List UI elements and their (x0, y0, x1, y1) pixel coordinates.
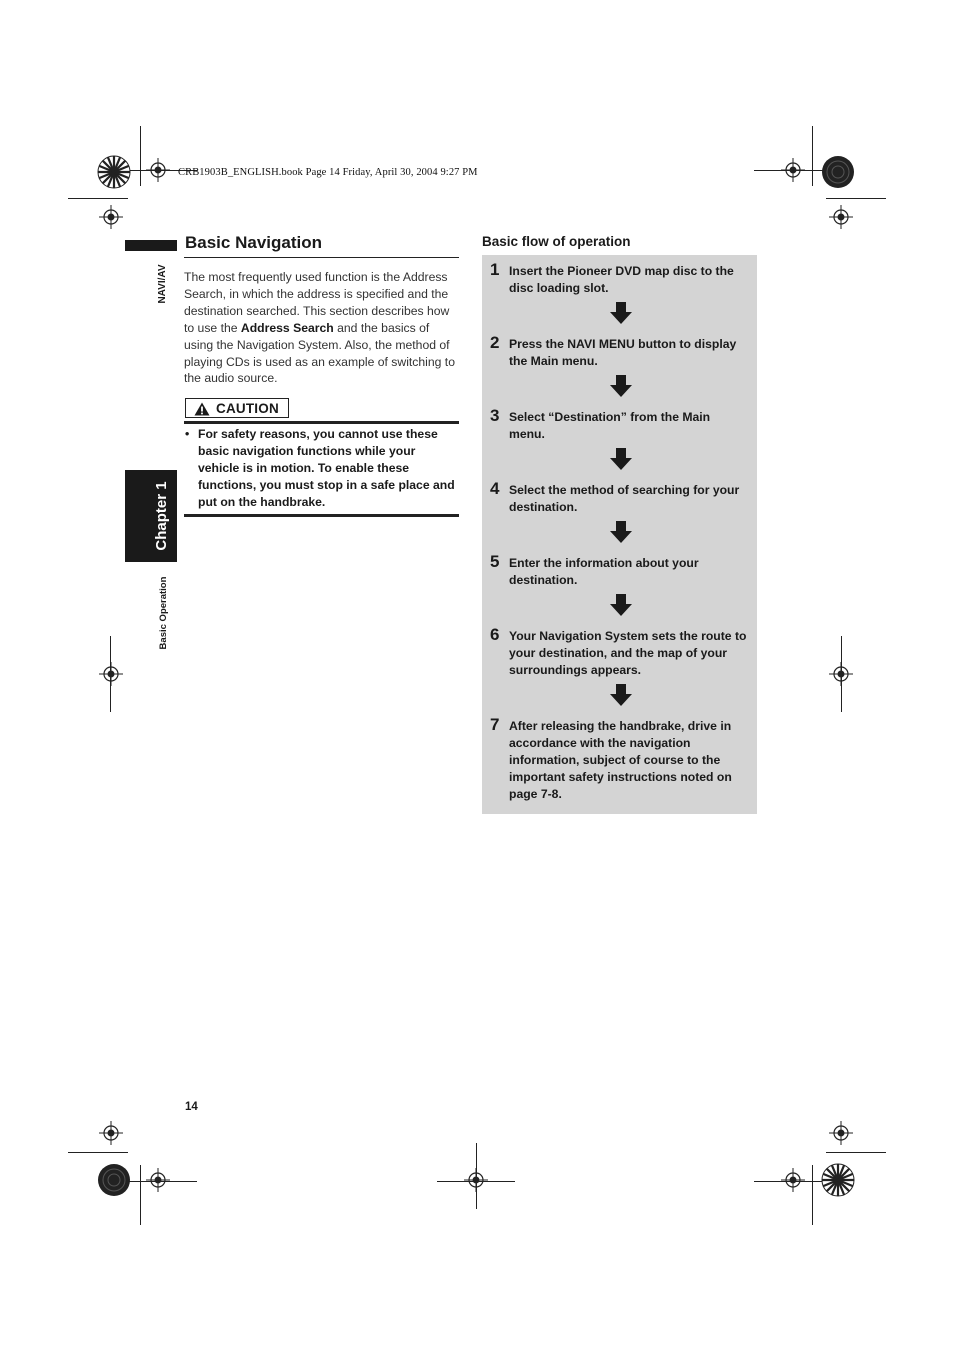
down-arrow-icon (610, 521, 632, 543)
crop-mark (140, 1165, 141, 1225)
registration-mark-icon (99, 1121, 123, 1145)
flow-title: Basic flow of operation (482, 234, 631, 249)
step-text: Press the NAVI MENU button to display the Main menu. (509, 337, 737, 368)
registration-mark-icon (829, 1121, 853, 1145)
crop-mark (826, 1152, 886, 1153)
step-text: Select “Destination” from the Main menu. (509, 410, 711, 441)
warning-triangle-icon (194, 402, 210, 416)
caution-label: CAUTION (216, 401, 279, 416)
caution-item (185, 426, 460, 511)
bullet-icon: • (185, 427, 190, 441)
intro-paragraph (184, 269, 459, 387)
registration-mark-icon (99, 205, 123, 229)
step-text: After releasing the handbrake, drive in accordance with the navigation information, subject of course to the important safety instructions noted on page 7-8. (509, 719, 732, 801)
registration-mark-icon (781, 1168, 805, 1192)
intro-text: The most frequently used function is the Address Search, in which the address is specified and the destination searched. This section describes how to use the (184, 270, 450, 335)
caution-box (185, 398, 289, 418)
step-number: 7 (490, 715, 500, 734)
down-arrow-icon (610, 594, 632, 616)
down-arrow-icon (610, 302, 632, 324)
crop-mark (68, 1152, 128, 1153)
crop-mark (140, 126, 141, 186)
title-rule (184, 257, 459, 258)
down-arrow-icon (610, 375, 632, 397)
step-number: 5 (490, 552, 500, 571)
caution-rule-top (184, 421, 459, 424)
crop-mark (476, 1143, 477, 1209)
step-text: Insert the Pioneer DVD map disc to the disc loading slot. (509, 264, 734, 295)
chapter-label: Chapter 1 (153, 481, 170, 551)
registration-mark-icon (829, 662, 853, 686)
page-number: 14 (185, 1101, 198, 1113)
step-number: 2 (490, 333, 500, 352)
caution-rule-bottom (184, 514, 459, 517)
step-number: 4 (490, 479, 500, 498)
step-number: 1 (490, 260, 500, 279)
side-label-basic-operation: Basic Operation (158, 576, 169, 650)
down-arrow-icon (610, 448, 632, 470)
section-title: Basic Navigation (185, 233, 322, 252)
side-tab-bar (125, 240, 177, 251)
file-info-header: CRB1903B_ENGLISH.book Page 14 Friday, April 30, 2004 9:27 PM (178, 167, 478, 178)
side-label-navi-av: NAVI/AV (157, 264, 168, 304)
intro-bold-term: Address Search (240, 320, 334, 335)
crop-mark (826, 198, 886, 199)
step-text: Enter the information about your destination. (509, 556, 699, 587)
star-target-icon (821, 1163, 855, 1197)
step-text: Your Navigation System sets the route to your destination, and the map of your surroundings appears. (509, 629, 747, 677)
intro-text: and the basics of using the Navigation System. Also, the method of playing CDs is used as an example of switching to the audio source. (184, 320, 455, 386)
caution-text: For safety reasons, you cannot use these basic navigation functions while your vehicle is in motion. To enable these functions, you must stop in a safe place and put on the handbrake. (198, 427, 455, 509)
step-number: 6 (490, 625, 500, 644)
registration-mark-icon (829, 205, 853, 229)
crop-mark (812, 1165, 813, 1225)
star-target-icon (821, 155, 855, 189)
step-text: Select the method of searching for your destination. (509, 483, 740, 514)
star-target-icon (97, 155, 131, 189)
step-number: 3 (490, 406, 500, 425)
down-arrow-icon (610, 684, 632, 706)
crop-mark (812, 126, 813, 186)
registration-mark-icon (99, 662, 123, 686)
star-target-icon (97, 1163, 131, 1197)
registration-mark-icon (146, 1168, 170, 1192)
crop-mark (68, 198, 128, 199)
